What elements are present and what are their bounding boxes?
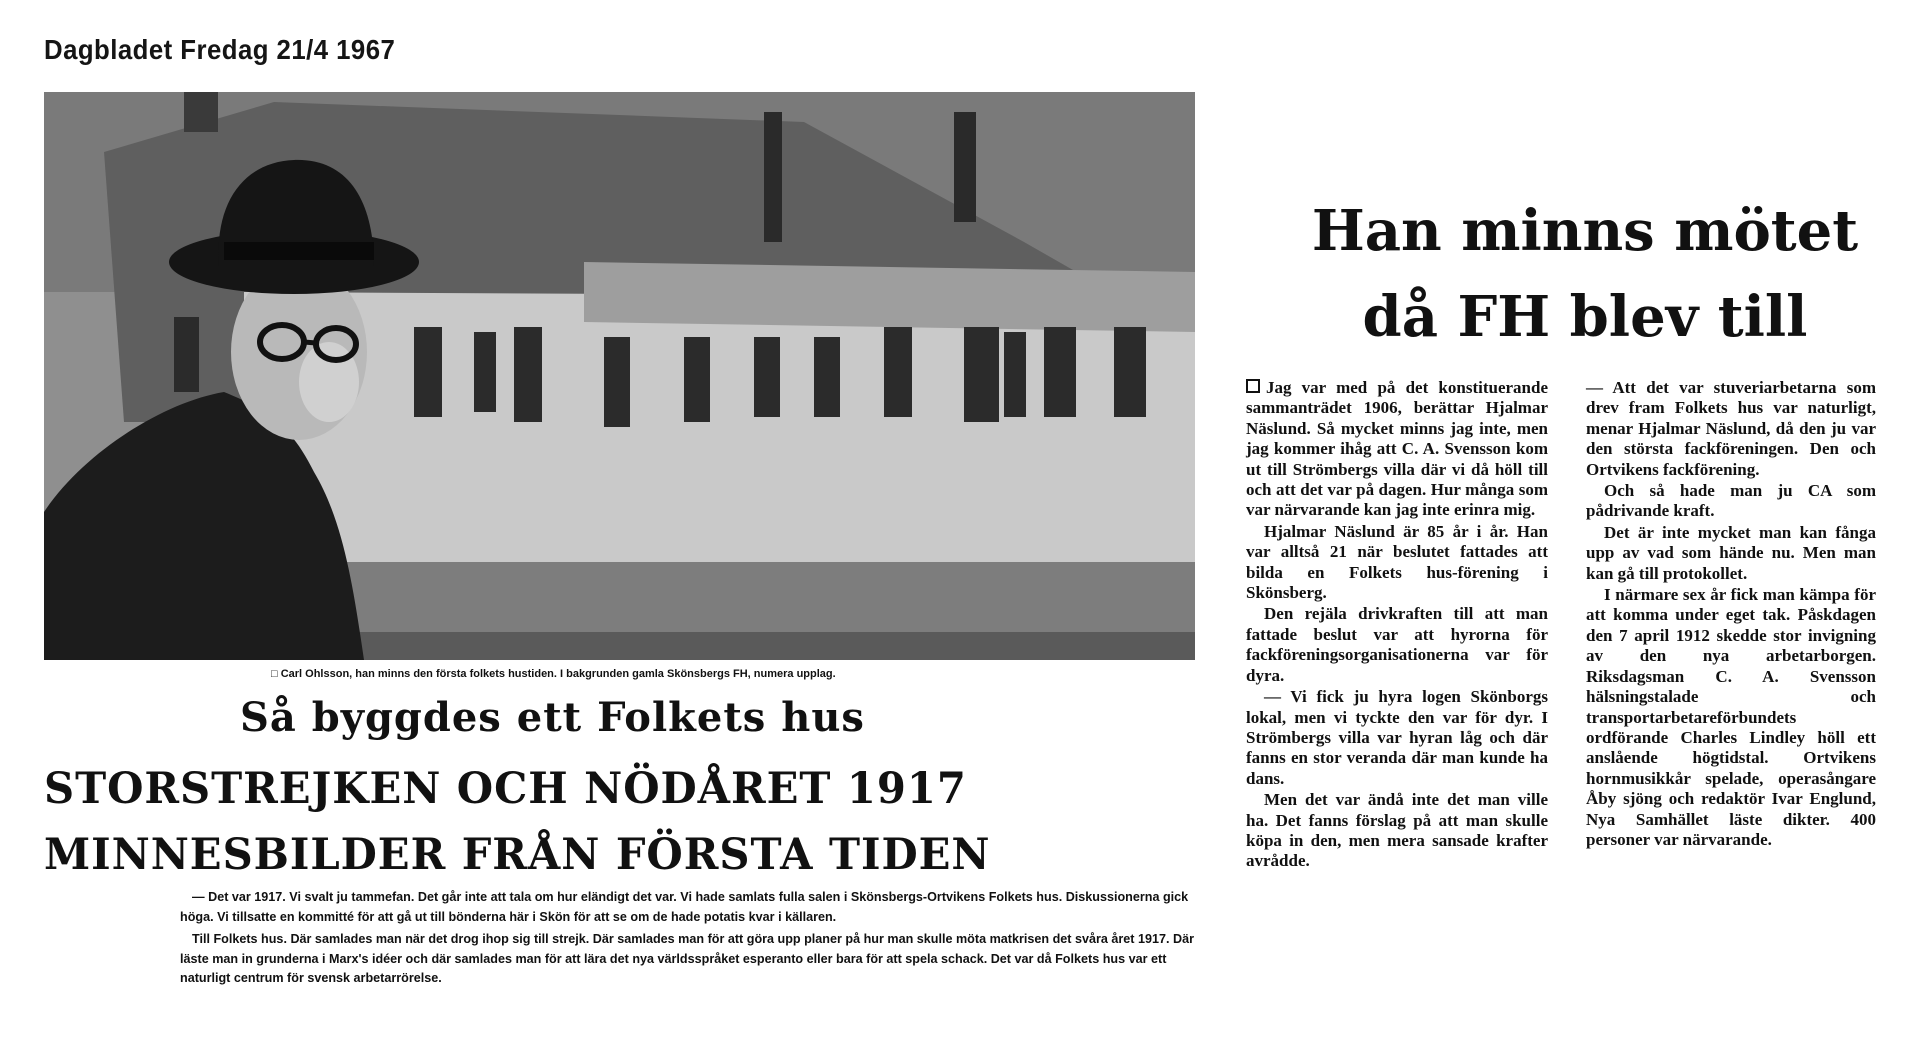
headline-main-line-1: STORSTREJKEN OCH NÖDÅRET 1917 [44,764,967,814]
article-title [1240,188,1920,360]
article-paragraph: Och så hade man ju CA som pådrivande kraft. [1586,481,1876,521]
headline-main-line-2: MINNESBILDER FRÅN FÖRSTA TIDEN [44,830,991,880]
article-paragraph: Det är inte mycket man kan fånga upp av vad som hände nu. Men man kan gå till protokollet. [1586,522,1876,583]
article-paragraph-text: Jag var med på det konstituerande sammanträdet 1906, berättar Hjalmar Näslund. Så mycket minns jag inte, men jag kommer ihåg att C. A. Svensson kom ut till Strömbergs villa där vi då höll till och att det var på dagen. Hur många som var närvarande kan jag inte erinra mig. [1246,378,1548,520]
photo-illustration [44,92,1195,660]
article-title-line-1: Han minns mötet [1311,198,1859,264]
intro-paragraph: Till Folkets hus. Där samlades man när det drog ihop sig till strejk. Där samlades man för att göra upp planer på hur man skulle möta matkrisen det svåra året 1917. Där läste man in grunderna i Marx's idéer och där samlades man för att lära det nya världsspråket esperanto eller bara för att spela schack. Det var då Folkets hus var ett naturligt centrum för svensk arbetarrörelse. [180,932,1194,985]
article-paragraph: — Vi fick ju hyra logen Skönborgs lokal, men vi tyckte den var för dyr. I Strömbergs villa var hyran låg och där fanns en stor veranda där man kunde ha dans. [1246,687,1548,788]
article-column-right [1586,378,1876,851]
article-paragraph: I närmare sex år fick man kämpa för att komma under eget tak. Påskdagen den 7 april 1912 skedde stor invigning av den nya arbetarborgen. Riksdagsman C. A. Svensson hälsningstalade och transportarbetareförbundets ordförande Charles Lindley höll ett anslående högtidstal. Ortvikens hornmusikkår spelade, operasångare Åby sjöng och redaktör Ivar Englund, Nya Samhället läste dikter. 400 personer var närvarande. [1586,585,1876,849]
square-bullet-icon [1246,379,1260,393]
article-paragraph: Men det var ändå inte det man ville ha. Det fanns förslag på att man skulle köpa in den, men mera sansade krafter avrådde. [1246,790,1548,871]
article-paragraph [1246,378,1548,521]
article-column-left [1246,378,1548,873]
intro-paragraph: — Det var 1917. Vi svalt ju tammefan. Det går inte att tala om hur eländigt det var. Vi hade samlats fulla salen i Skönsbergs-Ortvikens Folkets hus. Diskussionerna gick höga. Vi tillsatte en kommitté för att gå ut till bönderna här i Skön för att se om de hade potatis kvar i källaren. [180,890,1189,924]
photo-caption: □ Carl Ohlsson, han minns den första folkets hustiden. I bakgrunden gamla Skönsbergs FH, numera upplag. [271,668,836,680]
article-paragraph: Den rejäla drivkraften till att man fattade beslut var att hyrorna för fackföreningsorganisationerna var för dyra. [1246,604,1548,685]
intro-text [180,888,1200,992]
headline-kicker: Så byggdes ett Folkets hus [240,694,865,741]
article-paragraph: Hjalmar Näslund är 85 år i år. Han var alltså 21 när beslutet fattades att bilda en Folkets hus-förening i Skönsberg. [1246,521,1548,603]
article-title-line-2: då FH blev till [1362,284,1808,350]
newspaper-masthead: Dagbladet Fredag 21/4 1967 [44,34,396,65]
article-photo [44,92,1195,660]
article-paragraph: — Att det var stuveriarbetarna som drev fram Folkets hus var naturligt, menar Hjalmar Näslund, då den ju var den största fackföreningen. Den och Ortvikens fackförening. [1586,378,1876,479]
